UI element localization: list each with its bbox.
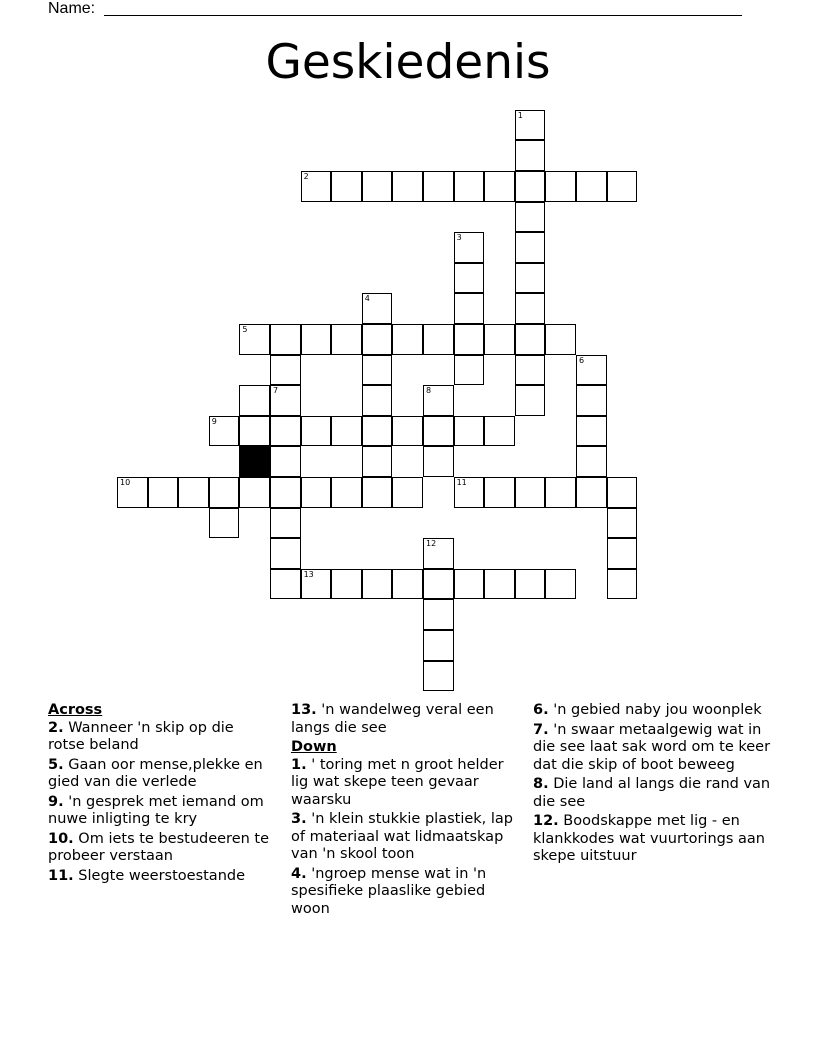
grid-cell[interactable] xyxy=(515,355,546,386)
grid-cell[interactable] xyxy=(209,508,240,539)
grid-cell[interactable] xyxy=(515,385,546,416)
clue-text: 'ngroep mense wat in 'n spesifieke plaaslike gebied woon xyxy=(291,865,487,917)
grid-cell[interactable] xyxy=(545,477,576,508)
grid-cell[interactable] xyxy=(270,385,301,416)
clue-number-label: 5 xyxy=(242,325,248,334)
clue-number: 3. xyxy=(291,811,307,827)
clue-text: Gaan oor mense,plekke en gied van die verlede xyxy=(48,756,263,790)
grid-cell[interactable] xyxy=(392,477,423,508)
grid-cell[interactable] xyxy=(362,293,393,324)
grid-cell[interactable] xyxy=(270,446,301,477)
grid-cell[interactable] xyxy=(392,324,423,355)
grid-cell[interactable] xyxy=(576,385,607,416)
grid-cell[interactable] xyxy=(301,171,332,202)
grid-cell[interactable] xyxy=(515,110,546,141)
clue-number: 5. xyxy=(48,756,64,773)
clue-number: 8. xyxy=(533,776,549,792)
grid-cell[interactable] xyxy=(576,477,607,508)
grid-cell[interactable] xyxy=(515,140,546,171)
grid-cell[interactable] xyxy=(515,477,546,508)
grid-cell[interactable] xyxy=(576,355,607,386)
clue-number: 12. xyxy=(533,813,559,829)
clue-text: Slegte weerstoestande xyxy=(78,867,246,884)
grid-cell[interactable] xyxy=(454,293,485,324)
grid-cell[interactable] xyxy=(423,569,454,600)
grid-cell[interactable] xyxy=(515,569,546,600)
clue-text: 'n swaar metaalgewig wat in die see laat sak word om te keer dat die skip of boot beweeg xyxy=(533,721,771,773)
grid-cell[interactable] xyxy=(362,171,393,202)
clue-number: 11. xyxy=(48,867,74,884)
clue-number: 1. xyxy=(291,756,307,773)
grid-cell[interactable] xyxy=(392,416,423,447)
grid-cell[interactable] xyxy=(270,569,301,600)
black-cell xyxy=(239,446,270,477)
grid-cell[interactable] xyxy=(392,569,423,600)
clue-number: 7. xyxy=(533,721,549,738)
grid-cell[interactable] xyxy=(362,477,393,508)
grid-cell[interactable] xyxy=(515,293,546,324)
clue-text: 'n gebied naby jou woonplek xyxy=(553,702,762,718)
grid-cell[interactable] xyxy=(484,416,515,447)
grid-cell[interactable] xyxy=(239,324,270,355)
clues-column-1 xyxy=(48,702,270,887)
grid-cell[interactable] xyxy=(362,385,393,416)
grid-cell[interactable] xyxy=(576,171,607,202)
grid-cell[interactable] xyxy=(545,171,576,202)
name-label: Name: xyxy=(48,0,96,17)
grid-cell[interactable] xyxy=(607,538,638,569)
grid-cell[interactable] xyxy=(301,416,332,447)
clue-text: 'n gesprek met iemand om nuwe inligting te kry xyxy=(48,793,264,827)
grid-cell[interactable] xyxy=(423,630,454,661)
grid-cell[interactable] xyxy=(484,171,515,202)
clue-number: 2. xyxy=(48,719,64,736)
clue-across-5 xyxy=(48,757,270,792)
clue-text: 'n wandelweg veral een langs die see xyxy=(291,702,494,736)
grid-cell[interactable] xyxy=(607,477,638,508)
clue-number-label: 10 xyxy=(120,478,131,487)
clue-number-label: 6 xyxy=(579,355,585,365)
clue-across-10 xyxy=(48,831,270,866)
clue-across-11 xyxy=(48,868,270,886)
grid-cell[interactable] xyxy=(117,477,148,508)
clue-across-13 xyxy=(291,702,517,737)
clue-down-7 xyxy=(533,722,773,775)
grid-cell[interactable] xyxy=(423,416,454,447)
grid-cell[interactable] xyxy=(545,324,576,355)
grid-cell[interactable] xyxy=(331,416,362,447)
grid-cell[interactable] xyxy=(331,171,362,202)
grid-cell[interactable] xyxy=(484,477,515,508)
clue-number-label: 8 xyxy=(426,386,432,396)
clue-number-label: 4 xyxy=(364,294,370,304)
clue-text: Om iets te bestudeeren te probeer verstaan xyxy=(48,830,270,864)
grid-cell[interactable] xyxy=(423,661,454,692)
grid-cell[interactable] xyxy=(331,569,362,600)
grid-cell[interactable] xyxy=(362,355,393,386)
clue-number-label: 2 xyxy=(303,172,309,181)
grid-cell[interactable] xyxy=(270,324,301,355)
clue-across-9 xyxy=(48,794,270,829)
grid-cell[interactable] xyxy=(423,446,454,477)
grid-cell[interactable] xyxy=(362,324,393,355)
grid-cell[interactable] xyxy=(270,508,301,539)
clue-number-label: 13 xyxy=(303,569,314,579)
grid-cell[interactable] xyxy=(515,263,546,294)
grid-cell[interactable] xyxy=(454,416,485,447)
clue-number: 4. xyxy=(291,865,307,882)
clue-text: Wanneer 'n skip op die rotse beland xyxy=(48,719,234,753)
grid-cell[interactable] xyxy=(454,477,485,508)
grid-cell[interactable] xyxy=(423,538,454,569)
grid-cell[interactable] xyxy=(301,324,332,355)
grid-cell[interactable] xyxy=(515,324,546,355)
grid-cell[interactable] xyxy=(454,355,485,386)
grid-cell[interactable] xyxy=(607,171,638,202)
clue-number: 13. xyxy=(291,702,317,718)
grid-cell[interactable] xyxy=(270,538,301,569)
grid-cell[interactable] xyxy=(454,232,485,263)
grid-cell[interactable] xyxy=(362,446,393,477)
clue-down-6 xyxy=(533,702,773,720)
grid-cell[interactable] xyxy=(209,416,240,447)
clue-text: Boodskappe met lig - en klankkodes wat vuurtorings aan skepe uitstuur xyxy=(533,813,765,864)
grid-cell[interactable] xyxy=(270,477,301,508)
grid-cell[interactable] xyxy=(209,477,240,508)
grid-cell[interactable] xyxy=(148,477,179,508)
clues-column-3 xyxy=(533,702,773,868)
clue-number-label: 12 xyxy=(426,539,437,549)
clues-column-2 xyxy=(291,702,517,920)
grid-cell[interactable] xyxy=(576,416,607,447)
grid-cell[interactable] xyxy=(454,171,485,202)
grid-cell[interactable] xyxy=(484,569,515,600)
clue-down-8 xyxy=(533,776,773,811)
clue-text: ' toring met n groot helder lig wat skepe teen gevaar waarsku xyxy=(291,756,504,808)
grid-cell[interactable] xyxy=(423,599,454,630)
clue-across-2 xyxy=(48,720,270,755)
grid-cell[interactable] xyxy=(607,508,638,539)
page-title: Geskiedenis xyxy=(265,35,551,90)
grid-cell[interactable] xyxy=(423,385,454,416)
grid-cell[interactable] xyxy=(454,263,485,294)
clue-text: Die land al langs die rand van die see xyxy=(533,776,771,810)
grid-cell[interactable] xyxy=(545,569,576,600)
grid-cell[interactable] xyxy=(270,355,301,386)
clue-number-label: 3 xyxy=(456,233,462,243)
grid-cell[interactable] xyxy=(178,477,209,508)
grid-cell[interactable] xyxy=(576,446,607,477)
grid-cell[interactable] xyxy=(301,477,332,508)
clue-text: 'n klein stukkie plastiek, lap of materiaal wat lidmaatskap van 'n skool toon xyxy=(291,811,514,862)
clue-down-4 xyxy=(291,866,517,919)
clue-number-label: 7 xyxy=(273,386,279,396)
grid-cell[interactable] xyxy=(362,569,393,600)
grid-cell[interactable] xyxy=(607,569,638,600)
grid-cell[interactable] xyxy=(515,202,546,233)
grid-cell[interactable] xyxy=(270,416,301,447)
across-heading: Across xyxy=(48,702,103,718)
clue-number-label: 1 xyxy=(517,110,523,120)
clue-number: 10. xyxy=(48,830,74,847)
grid-cell[interactable] xyxy=(331,477,362,508)
grid-cell[interactable] xyxy=(239,477,270,508)
grid-cell[interactable] xyxy=(423,324,454,355)
grid-cell[interactable] xyxy=(454,324,485,355)
grid-cell[interactable] xyxy=(392,171,423,202)
grid-cell[interactable] xyxy=(239,416,270,447)
clue-number: 6. xyxy=(533,702,549,718)
down-heading: Down xyxy=(291,739,337,755)
grid-cell[interactable] xyxy=(239,385,270,416)
clue-number: 9. xyxy=(48,793,64,810)
clue-number-label: 9 xyxy=(211,416,217,426)
clue-down-12 xyxy=(533,813,773,866)
grid-cell[interactable] xyxy=(515,232,546,263)
clue-down-3 xyxy=(291,811,517,864)
clue-number-label: 11 xyxy=(456,478,467,487)
grid-cell[interactable] xyxy=(301,569,332,600)
clue-down-1 xyxy=(291,757,517,810)
grid-cell[interactable] xyxy=(484,324,515,355)
grid-cell[interactable] xyxy=(515,171,546,202)
grid-cell[interactable] xyxy=(423,171,454,202)
grid-cell[interactable] xyxy=(362,416,393,447)
grid-cell[interactable] xyxy=(331,324,362,355)
grid-cell[interactable] xyxy=(454,569,485,600)
